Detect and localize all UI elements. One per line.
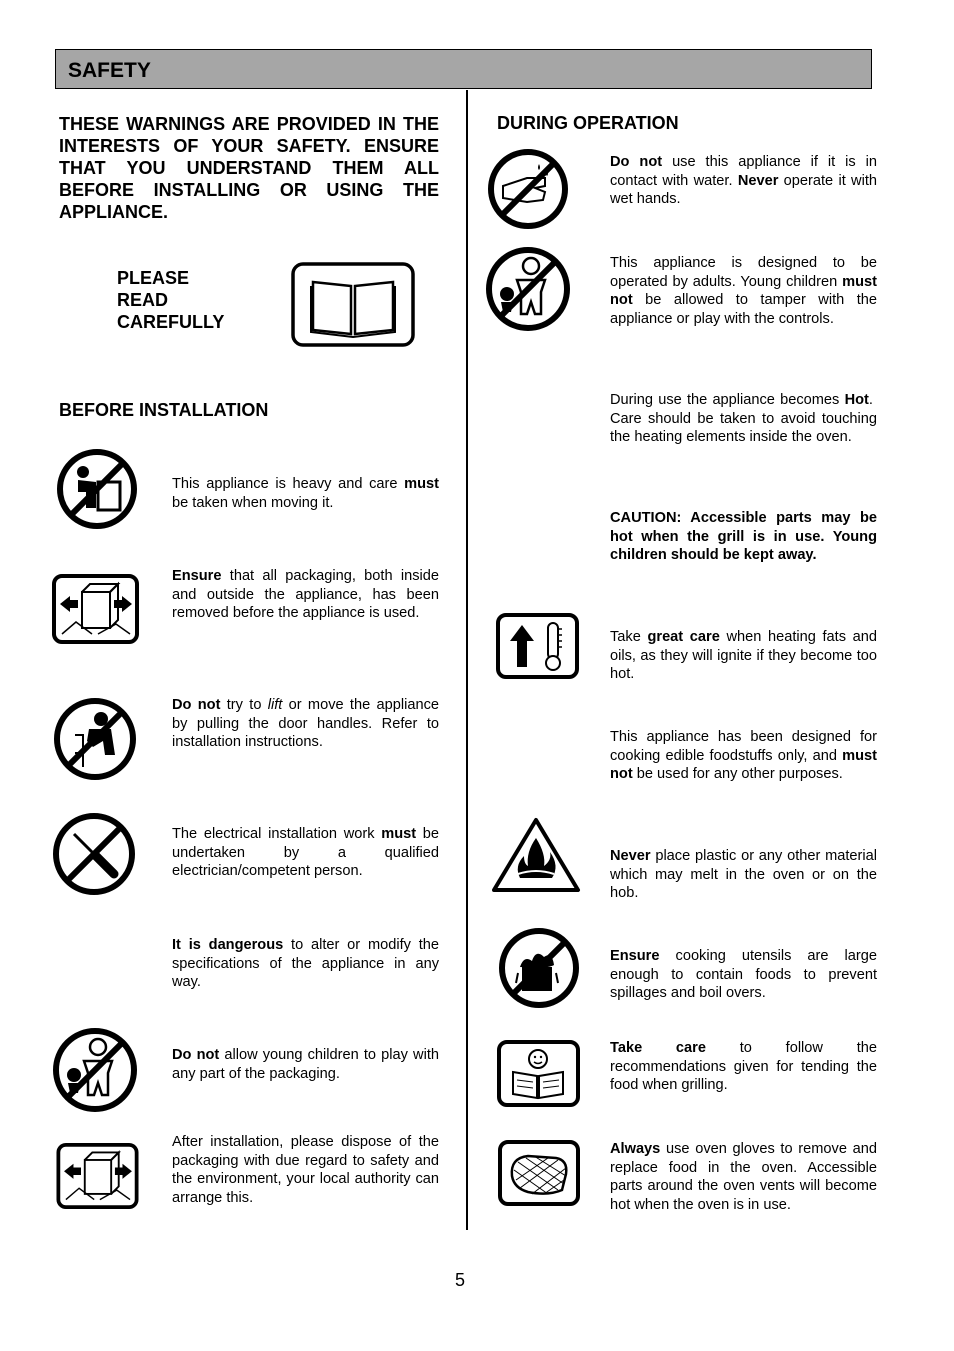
thermometer-icon: [496, 613, 579, 679]
oven-glove-icon: [498, 1140, 580, 1206]
page-number: 5: [455, 1270, 466, 1290]
fire-warning-icon: [490, 816, 582, 894]
left-item-5: It is dangerous to alter or modify the specifications of the appliance in any way.: [172, 937, 439, 990]
right-item-8: Ensure cooking utensils are large enough to contain foods to prevent spillages and boil overs.: [610, 948, 877, 1001]
right-item-10: Always use oven gloves to remove and replace food in the oven. Accessible parts around the oven vents will become hot when the oven is in use.: [610, 1141, 877, 1213]
section-header: [55, 49, 872, 89]
column-divider: [466, 90, 468, 1230]
left-item-7: After installation, please dispose of the packaging with due regard to safety and the environment, your local authority can arrange this.: [172, 1134, 439, 1206]
right-item-7: Never place plastic or any other material which may melt in the oven or on the hob.: [610, 848, 877, 901]
left-item-2: Ensure that all packaging, both inside and outside the appliance, has been removed before the appliance is used.: [172, 568, 439, 621]
before-installation-title: BEFORE INSTALLATION: [59, 400, 269, 420]
open-book-icon: [291, 262, 415, 347]
right-item-2: This appliance is designed to be operated by adults. Young children must not be allowed to tamper with the appliance or play with the controls.: [610, 255, 877, 327]
no-wet-hands-icon: [487, 148, 569, 230]
right-item-4: CAUTION: Accessible parts may be hot when the grill is in use. Young children should be kept away.: [610, 510, 877, 563]
no-child-icon: [485, 246, 571, 332]
left-item-3: Do not try to lift or move the appliance by pulling the door handles. Refer to installation instructions.: [172, 697, 439, 750]
right-item-1: Do not use this appliance if it is in contact with water. Never operate it with wet hands.: [610, 154, 878, 207]
right-item-6: This appliance has been designed for cooking edible foodstuffs only, and must not be used for any other purposes.: [610, 729, 877, 782]
packaging-box-icon: [52, 574, 139, 644]
packaging-box-icon: [56, 1143, 139, 1209]
left-item-1: This appliance is heavy and care must be taken when moving it.: [172, 476, 439, 511]
no-boilover-icon: [498, 927, 580, 1009]
left-item-4: The electrical installation work must be undertaken by a qualified electrician/competent person.: [172, 826, 440, 879]
right-item-5: Take great care when heating fats and oils, as they will ignite if they become too hot.: [610, 629, 877, 682]
heavy-lift-icon: [56, 448, 138, 530]
right-item-3: During use the appliance becomes Hot. Care should be taken to avoid touching the heating elements inside the oven.: [610, 392, 877, 445]
left-item-6: Do not allow young children to play with any part of the packaging.: [172, 1047, 439, 1082]
no-lift-door-icon: [53, 697, 137, 781]
no-child-icon: [52, 1027, 138, 1113]
right-item-9: Take care to follow the recommendations given for tending the food when grilling.: [610, 1040, 877, 1093]
section-title: SAFETY: [68, 59, 151, 82]
during-operation-title: DURING OPERATION: [497, 113, 679, 133]
read-instructions-icon: [497, 1040, 580, 1107]
please-read-label: PLEASE READ CAREFULLY: [117, 268, 225, 332]
no-screwdriver-icon: [52, 812, 136, 896]
intro-warning: THESE WARNINGS ARE PROVIDED IN THE INTERESTS OF YOUR SAFETY. ENSURE THAT YOU UNDERSTAND THEM ALL BEFORE INSTALLING OR USING THE APPLIANCE.: [59, 114, 439, 222]
